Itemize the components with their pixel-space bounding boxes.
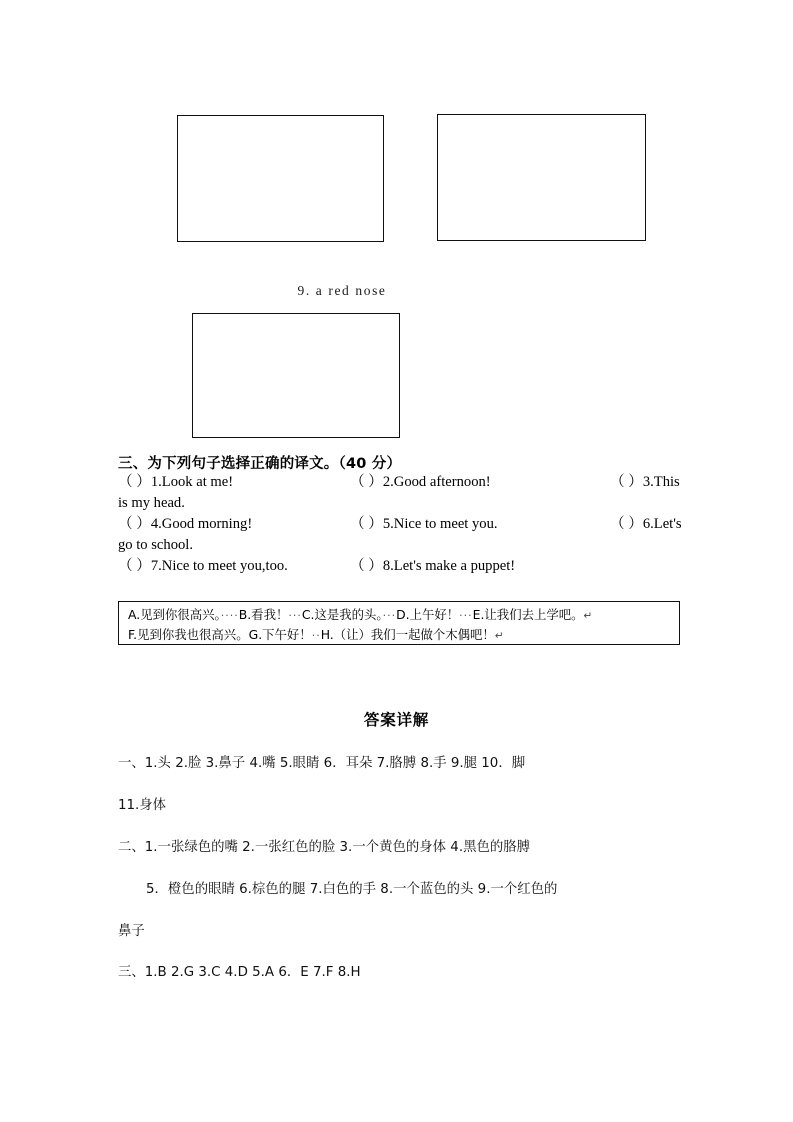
question-text-8: 8.Let's make a puppet! [382, 558, 516, 574]
question-row [118, 556, 698, 577]
answer-blank-7[interactable]: （ ） [118, 558, 151, 574]
answer-blank-3[interactable]: （ ） [610, 474, 643, 490]
drawing-box-top-left[interactable] [177, 115, 384, 242]
choice-f: F.见到你我也很高兴。 [128, 626, 249, 642]
dot-separator: ···· [220, 609, 239, 622]
choice-g: G.下午好！ [248, 626, 312, 642]
answer-key-line-2c: 鼻子 [118, 924, 145, 939]
question-text-6-continued: go to school. [118, 537, 193, 553]
question-text-4: 4.Good morning! [150, 516, 253, 532]
question-text-7: 7.Nice to meet you,too. [150, 558, 288, 574]
answer-blank-8[interactable]: （ ） [350, 558, 383, 574]
question-item-1[interactable] [118, 472, 233, 493]
question-item-8[interactable] [350, 556, 515, 577]
question-item-2[interactable] [350, 472, 491, 493]
answer-blank-4[interactable]: （ ） [118, 516, 151, 532]
dot-separator: ·· [311, 628, 321, 642]
answer-key-title: 答案详解 [363, 711, 430, 729]
dot-separator: ··· [382, 609, 397, 622]
answer-key-line-2a: 二、1.一张绿色的嘴 2.一张红色的脸 3.一个黄色的身体 4.黑色的胳膊 [118, 840, 531, 855]
choice-e: E.让我们去上学吧。 [472, 607, 584, 622]
question-row-continuation [118, 493, 698, 514]
drawing-caption-9: 9. a red nose [297, 283, 387, 298]
question-item-3[interactable] [610, 472, 680, 493]
answer-blank-5[interactable]: （ ） [350, 516, 383, 532]
answer-key-line-2b: 5．橙色的眼睛 6.棕色的腿 7.白色的手 8.一个蓝色的头 9.一个红色的 [146, 882, 558, 897]
dot-separator: ··· [288, 609, 302, 622]
question-text-6: 6.Let's [642, 516, 682, 532]
question-text-2: 2.Good afternoon! [382, 474, 491, 490]
drawing-box-bottom-left[interactable] [192, 313, 400, 438]
choices-line-2 [128, 626, 673, 646]
question-item-4[interactable] [118, 514, 252, 535]
question-row [118, 472, 698, 493]
paragraph-mark-icon: ↵ [583, 610, 593, 622]
question-item-6[interactable] [610, 514, 682, 535]
question-item-5[interactable] [350, 514, 498, 535]
answer-blank-2[interactable]: （ ） [350, 474, 383, 490]
question-row [118, 514, 698, 535]
choice-h: H.（让）我们一起做个木偶吧！ [320, 626, 495, 642]
choice-a: A.见到你很高兴。 [128, 607, 221, 622]
section-three-heading: 三、为下列句子选择正确的译文。（40 分） [118, 456, 402, 472]
choice-b: B.看我！ [238, 607, 289, 622]
answer-blank-6[interactable]: （ ） [610, 516, 643, 532]
section-three-question-list [118, 472, 698, 577]
answer-key-line-1a: 一、1.头 2.脸 3.鼻子 4.嘴 5.眼睛 6．耳朵 7.胳膊 8.手 9.腿 10．脚 [118, 756, 526, 771]
dot-separator: ··· [459, 609, 473, 622]
answer-key-line-1b: 11.身体 [118, 798, 167, 813]
question-item-7[interactable] [118, 556, 288, 577]
answer-key-line-3a: 三、1.B 2.G 3.C 4.D 5.A 6．E 7.F 8.H [118, 965, 361, 980]
paragraph-mark-icon: ↵ [494, 629, 504, 642]
choices-line-1 [128, 606, 673, 626]
question-text-3: 3.This [642, 474, 680, 490]
question-row-continuation [118, 535, 698, 556]
translation-choices-box [118, 601, 680, 645]
drawing-box-top-right[interactable] [437, 114, 646, 241]
question-text-5: 5.Nice to meet you. [382, 516, 498, 532]
choice-c: C.这是我的头。 [301, 607, 383, 622]
choice-d: D.上午好！ [396, 607, 460, 622]
answer-blank-1[interactable]: （ ） [118, 474, 151, 490]
question-text-3-continued: is my head. [118, 495, 185, 511]
question-text-1: 1.Look at me! [150, 474, 234, 490]
